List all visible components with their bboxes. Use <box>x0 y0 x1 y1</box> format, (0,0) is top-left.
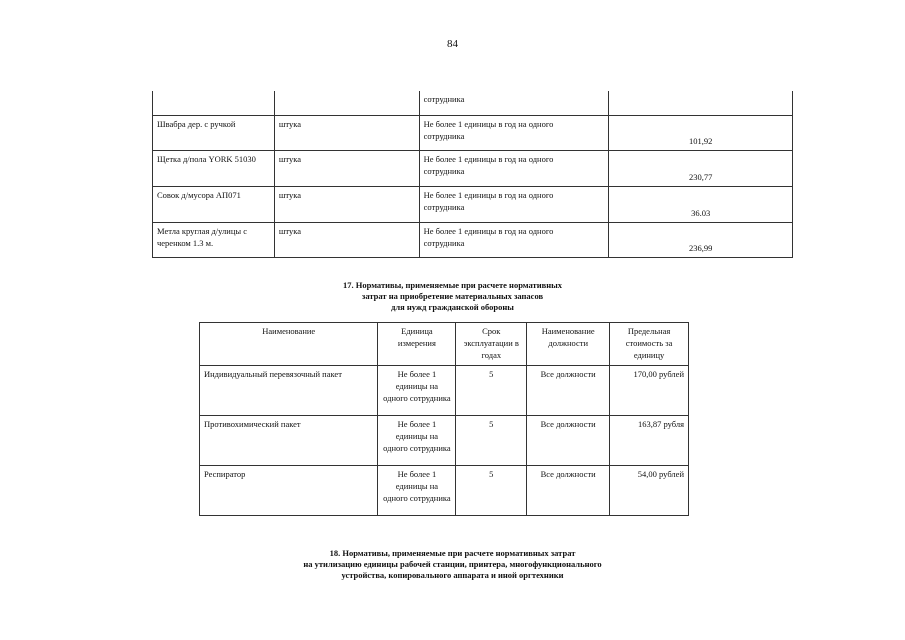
norm-cell <box>419 116 609 151</box>
position-cell: Все должности <box>527 466 610 516</box>
table-row <box>200 466 689 516</box>
table-row <box>153 223 793 258</box>
position-cell: Все должности <box>527 416 610 466</box>
unit-cell: Не более 1 единицы на одного сотрудника <box>378 416 456 466</box>
name-cell: Швабра дер. с ручкой <box>153 116 275 151</box>
unit-cell: штука <box>274 116 419 151</box>
term-cell: 5 <box>456 416 527 466</box>
norm-line: сотрудника <box>423 202 465 212</box>
price-cell: 101,92 <box>609 116 793 151</box>
norm-cell <box>419 223 609 258</box>
position-cell: Все должности <box>527 366 610 416</box>
table-row <box>200 416 689 466</box>
header-unit: Единица измерения <box>378 323 456 366</box>
section-17-title <box>0 280 905 313</box>
price-cell: 170,00 рублей <box>610 366 689 416</box>
unit-cell: штука <box>274 187 419 223</box>
norm-line: Не более 1 единицы в год на одного <box>423 226 554 236</box>
title-line: 17. Нормативы, применяемые при расчете нормативных <box>342 280 563 290</box>
name-cell: Щетка д/пола YORK 51030 <box>153 151 275 187</box>
norm-line: сотрудника <box>423 131 465 141</box>
title-line: затрат на приобретение материальных запасов <box>361 291 544 301</box>
term-cell: 5 <box>456 366 527 416</box>
price-cell: 230,77 <box>609 151 793 187</box>
title-line: устройства, копировального аппарата и иной оргтехники <box>341 570 564 580</box>
norm-line: сотрудника <box>423 238 465 248</box>
table-header-row <box>200 323 689 366</box>
price-cell: 236,99 <box>609 223 793 258</box>
supplies-table <box>152 91 793 258</box>
name-cell: Метла круглая д/улицы с черенком 1.3 м. <box>153 223 275 258</box>
name-cell: Индивидуальный перевязочный пакет <box>200 366 378 416</box>
table-row <box>153 187 793 223</box>
title-line: для нужд гражданской обороны <box>391 302 514 312</box>
header-name: Наименование <box>200 323 378 366</box>
norm-cell <box>419 151 609 187</box>
table-row <box>153 116 793 151</box>
norm-line: сотрудника <box>423 166 465 176</box>
norm-line: Не более 1 единицы в год на одного <box>423 119 554 129</box>
unit-cell: Не более 1 единицы на одного сотрудника <box>378 466 456 516</box>
unit-cell: штука <box>274 223 419 258</box>
unit-cell: штука <box>274 151 419 187</box>
norm-cell <box>419 187 609 223</box>
norm-cell: сотрудника <box>419 91 609 116</box>
norm-line: Не более 1 единицы в год на одного <box>423 154 554 164</box>
title-line: на утилизацию единицы рабочей станции, принтера, многофункционального <box>303 559 602 569</box>
term-cell: 5 <box>456 466 527 516</box>
table-row <box>200 366 689 416</box>
page-number: 84 <box>447 38 458 50</box>
name-cell: Респиратор <box>200 466 378 516</box>
name-cell: Совок д/мусора АП071 <box>153 187 275 223</box>
table-row <box>153 151 793 187</box>
price-cell: 163,87 рубля <box>610 416 689 466</box>
table-row <box>153 91 793 116</box>
price-cell <box>609 91 793 116</box>
norm-line: Не более 1 единицы в год на одного <box>423 190 554 200</box>
name-cell: Противохимический пакет <box>200 416 378 466</box>
header-term: Срок эксплуатации в годах <box>456 323 527 366</box>
price-cell: 36.03 <box>609 187 793 223</box>
unit-cell: Не более 1 единицы на одного сотрудника <box>378 366 456 416</box>
section-18-title <box>0 548 905 581</box>
unit-cell <box>274 91 419 116</box>
header-price: Предельная стоимость за единицу <box>610 323 689 366</box>
civil-defense-table <box>199 322 689 516</box>
title-line: 18. Нормативы, применяемые при расчете нормативных затрат <box>329 548 576 558</box>
price-cell: 54,00 рублей <box>610 466 689 516</box>
name-cell <box>153 91 275 116</box>
header-position: Наименование должности <box>527 323 610 366</box>
